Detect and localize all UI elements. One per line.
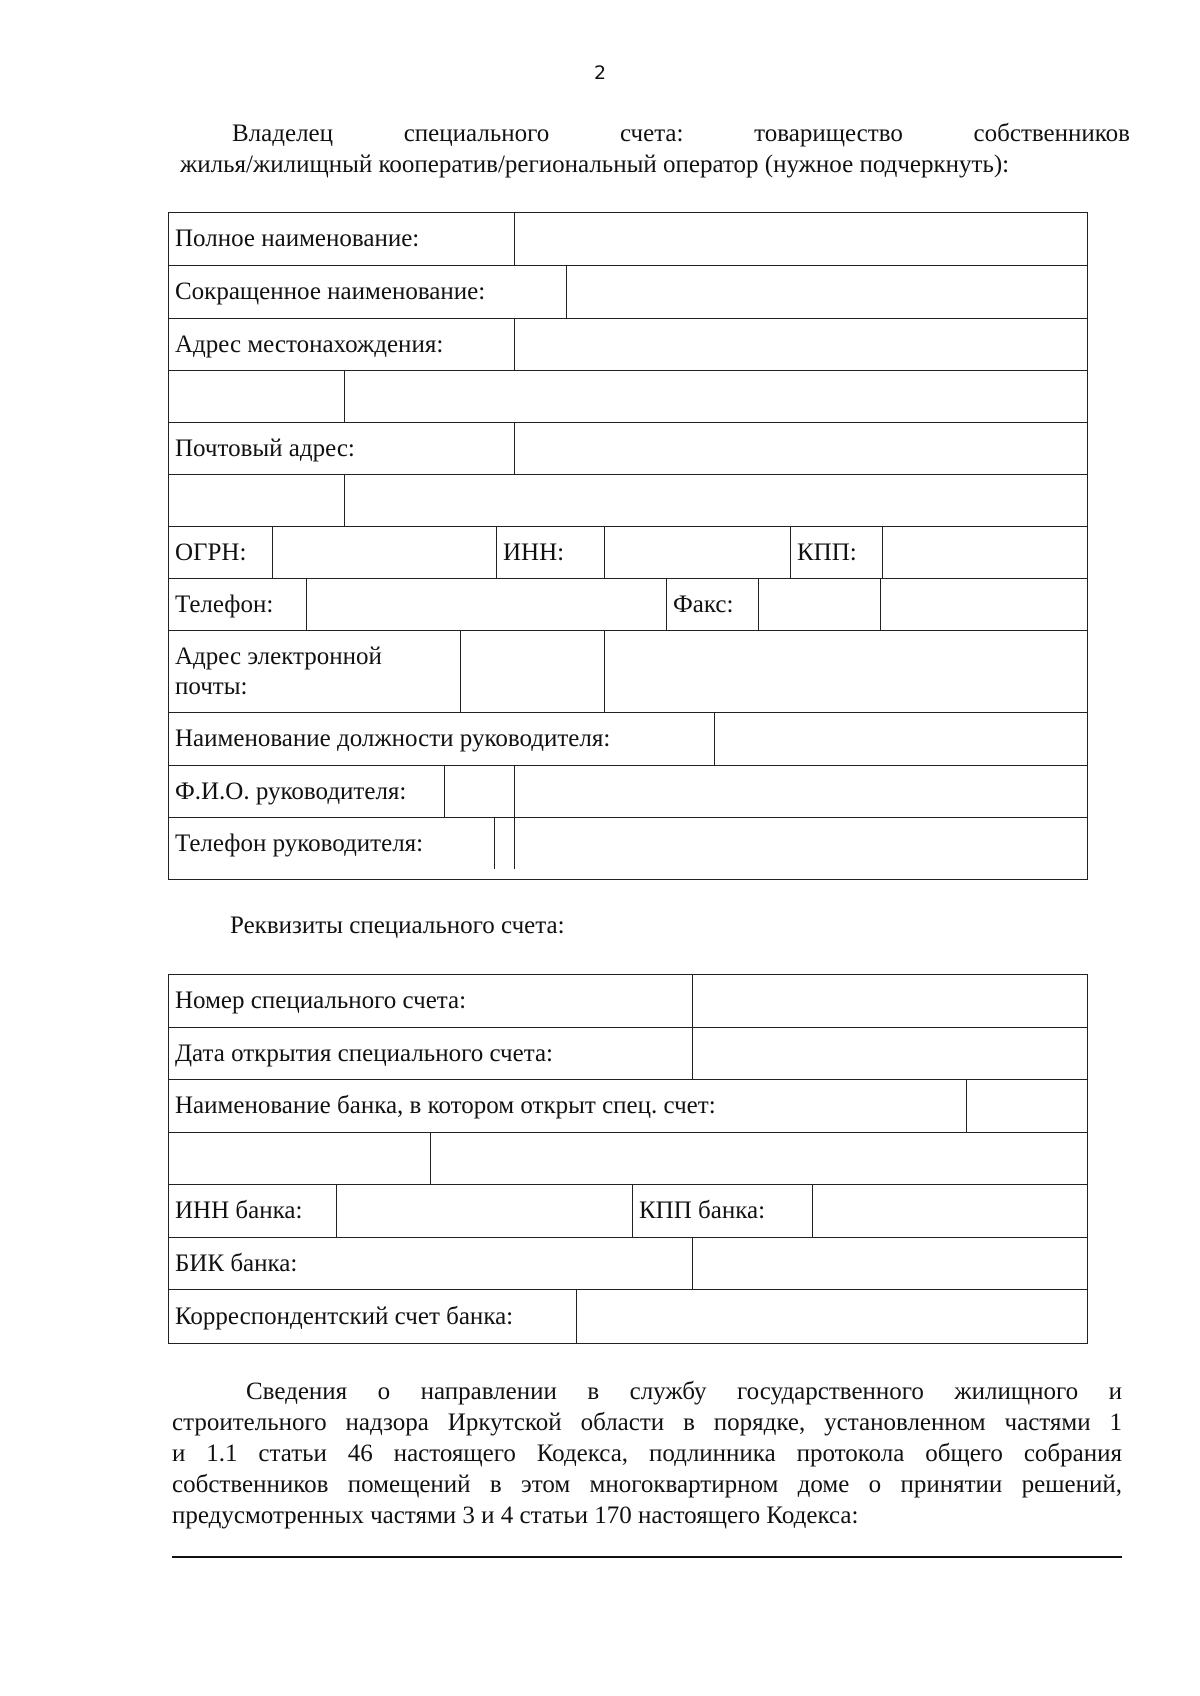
account-number-label: Номер специального счета:: [169, 975, 693, 1027]
head-position-field[interactable]: [715, 713, 1087, 765]
head-name-label: Ф.И.О. руководителя:: [169, 766, 445, 817]
short-name-label: Сокращенное наименование:: [169, 266, 567, 318]
bank-kpp-label: КПП банка:: [633, 1185, 813, 1237]
info-line: Сведения о направлении в службу государственного жилищного и: [246, 1378, 1122, 1405]
location-address-row: [169, 319, 1087, 371]
kpp-label: КПП:: [791, 527, 883, 578]
corr-account-label: Корреспондентский счет банка:: [169, 1290, 577, 1343]
postal-address-extra-field[interactable]: [345, 475, 1087, 526]
ogrn-field[interactable]: [273, 527, 497, 578]
phone-fax-row: [169, 579, 1087, 631]
phone-field[interactable]: [307, 579, 667, 630]
owner-paragraph-line1: [180, 118, 1130, 149]
bank-bik-row: [169, 1238, 1087, 1290]
head-name-row: [169, 766, 1087, 818]
head-name-field-short[interactable]: [445, 766, 515, 817]
kpp-field[interactable]: [883, 527, 1087, 578]
location-address-extra-cell[interactable]: [169, 371, 345, 422]
head-position-row: [169, 713, 1087, 766]
postal-address-field[interactable]: [515, 423, 1087, 474]
ogrn-label: ОГРН:: [169, 527, 273, 578]
postal-address-label: Почтовый адрес:: [169, 423, 515, 474]
account-number-field[interactable]: [693, 975, 1087, 1027]
location-address-extra-row: [169, 371, 1087, 423]
email-label-line1: Адрес электронной: [175, 642, 382, 670]
location-address-label: Адрес местонахождения:: [169, 319, 515, 370]
email-row: [169, 631, 1087, 713]
head-phone-row: [169, 818, 1087, 869]
short-name-row: [169, 266, 1087, 319]
bank-bik-label: БИК банка:: [169, 1238, 693, 1289]
bank-name-extra-cell[interactable]: [169, 1133, 431, 1184]
bank-inn-kpp-row: [169, 1185, 1087, 1238]
account-heading: Реквизиты специального счета:: [230, 912, 565, 939]
owner-paragraph: [180, 118, 1130, 180]
owner-word: товарищество: [754, 120, 903, 147]
bank-kpp-field[interactable]: [813, 1185, 1087, 1237]
owner-form: [168, 212, 1088, 880]
full-name-row: [169, 213, 1087, 266]
bank-name-field[interactable]: [967, 1080, 1087, 1132]
owner-word: специального: [403, 120, 550, 147]
bank-name-extra-row: [169, 1133, 1087, 1185]
corr-account-field[interactable]: [577, 1290, 1087, 1343]
page-number: 2: [593, 62, 607, 84]
info-line: предусмотренных частями 3 и 4 статьи 170 настоящего Кодекса:: [172, 1502, 859, 1529]
owner-paragraph-line2: жилья/жилищный кооператив/региональный оператор (нужное подчеркнуть):: [180, 151, 1010, 178]
info-paragraph: [172, 1376, 1122, 1531]
short-name-field[interactable]: [567, 266, 1087, 318]
email-label-line2: почты:: [175, 672, 248, 700]
postal-address-extra-cell[interactable]: [169, 475, 345, 526]
info-line: и 1.1 статьи 46 настоящего Кодекса, подлинника протокола общего собрания: [172, 1440, 1122, 1467]
open-date-field[interactable]: [693, 1028, 1087, 1079]
fax-label: Факс:: [667, 579, 759, 630]
email-label: [169, 631, 461, 712]
head-name-field[interactable]: [515, 766, 1087, 817]
bank-name-extra-field[interactable]: [431, 1133, 1087, 1184]
ogrn-inn-kpp-row: [169, 527, 1087, 579]
full-name-label: Полное наименование:: [169, 213, 515, 265]
owner-word: собственников: [973, 120, 1130, 147]
info-line: собственников помещений в этом многоквартирном доме о принятии решений,: [172, 1471, 1122, 1498]
full-name-field[interactable]: [515, 213, 1087, 265]
bank-bik-field[interactable]: [693, 1238, 1087, 1289]
account-number-row: [169, 975, 1087, 1028]
head-position-label: Наименование должности руководителя:: [169, 713, 715, 765]
postal-address-row: [169, 423, 1087, 475]
fax-extra-field[interactable]: [881, 579, 1087, 630]
location-address-extra-field[interactable]: [345, 371, 1087, 422]
owner-word: Владелец: [232, 120, 334, 147]
head-phone-field-short[interactable]: [495, 818, 515, 869]
email-field[interactable]: [605, 631, 1087, 712]
bank-name-label: Наименование банка, в котором открыт спец. счет:: [169, 1080, 967, 1132]
bank-name-row: [169, 1080, 1087, 1133]
open-date-label: Дата открытия специального счета:: [169, 1028, 693, 1079]
bank-inn-field[interactable]: [337, 1185, 633, 1237]
answer-underline[interactable]: [172, 1556, 1122, 1558]
inn-field[interactable]: [605, 527, 791, 578]
corr-account-row: [169, 1290, 1087, 1343]
fax-field[interactable]: [759, 579, 881, 630]
head-phone-field[interactable]: [515, 818, 1087, 869]
phone-label: Телефон:: [169, 579, 307, 630]
info-line: строительного надзора Иркутской области в порядке, установленном частями 1: [172, 1409, 1122, 1436]
email-field-short[interactable]: [461, 631, 605, 712]
bank-inn-label: ИНН банка:: [169, 1185, 337, 1237]
postal-address-extra-row: [169, 475, 1087, 527]
location-address-field[interactable]: [515, 319, 1087, 370]
head-phone-label: Телефон руководителя:: [169, 818, 495, 869]
inn-label: ИНН:: [497, 527, 605, 578]
open-date-row: [169, 1028, 1087, 1080]
owner-word: счета:: [619, 120, 684, 147]
account-form: [168, 974, 1088, 1344]
